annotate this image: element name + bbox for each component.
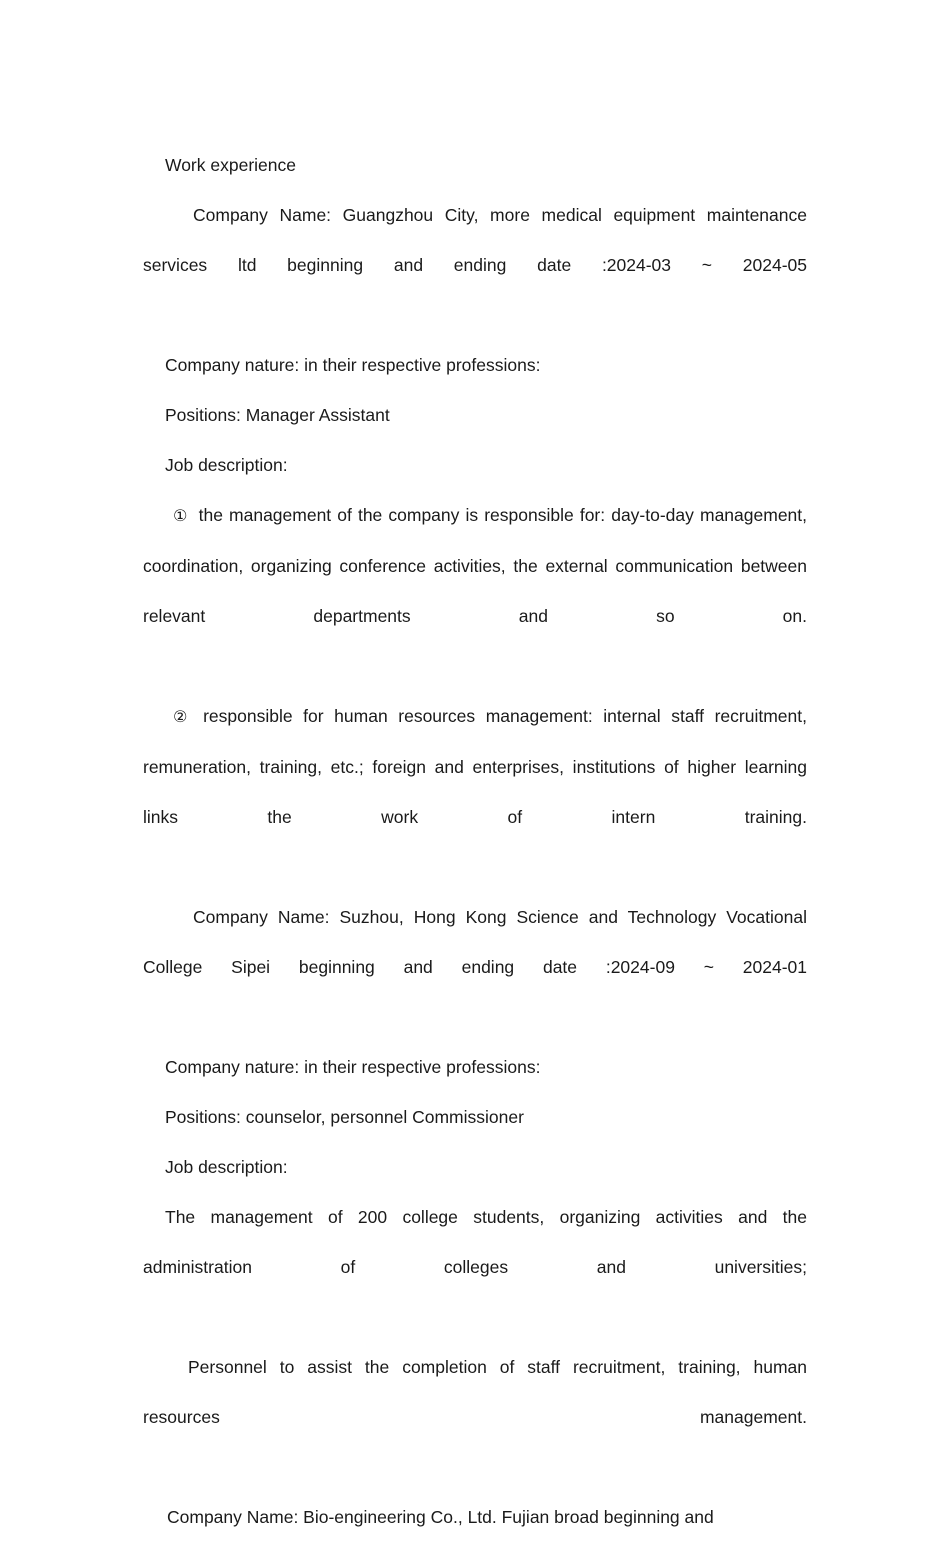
job-1-company-line: Company Name: Guangzhou City, more medical equipment maintenance services ltd beginning and ending date :2024-03 ~ 2024-05 <box>143 205 807 275</box>
circled-number-1-icon: ① <box>173 506 189 525</box>
job-2-positions: Positions: counselor, personnel Commissioner <box>165 1107 524 1127</box>
job-2-company-nature: Company nature: in their respective professions: <box>165 1057 541 1077</box>
job-1-duty-2-text: responsible for human resources management: internal staff recruitment, remuneration, training, etc.; foreign and enterprises, institutions of higher learning links the work of intern training. <box>143 706 807 827</box>
job-1-duty-1 <box>143 490 807 691</box>
document-body <box>143 140 807 1542</box>
job-3-company-line: Company Name: Bio-engineering Co., Ltd. Fujian broad beginning and <box>167 1507 714 1527</box>
job-1-duty-1-text: the management of the company is responsible for: day-to-day management, coordination, organizing conference activities, the external communication between relevant departments and so on. <box>143 505 808 626</box>
job-1-positions: Positions: Manager Assistant <box>165 405 390 425</box>
job-2-duty-2: Personnel to assist the completion of staff recruitment, training, human resources management. <box>143 1357 807 1427</box>
job-2-duty-1: The management of 200 college students, organizing activities and the administration of colleges and universities; <box>143 1207 807 1277</box>
job-1-company-nature: Company nature: in their respective professions: <box>165 355 541 375</box>
circled-number-2-icon: ② <box>173 707 194 726</box>
section-heading-work-experience: Work experience <box>165 155 296 175</box>
job-2-job-description-label: Job description: <box>165 1157 288 1177</box>
job-1-job-description-label: Job description: <box>165 455 288 475</box>
job-2-company-line: Company Name: Suzhou, Hong Kong Science and Technology Vocational College Sipei beginning and ending date :2024-09 ~ 2024-01 <box>143 907 807 977</box>
job-1-duty-2 <box>143 691 807 892</box>
